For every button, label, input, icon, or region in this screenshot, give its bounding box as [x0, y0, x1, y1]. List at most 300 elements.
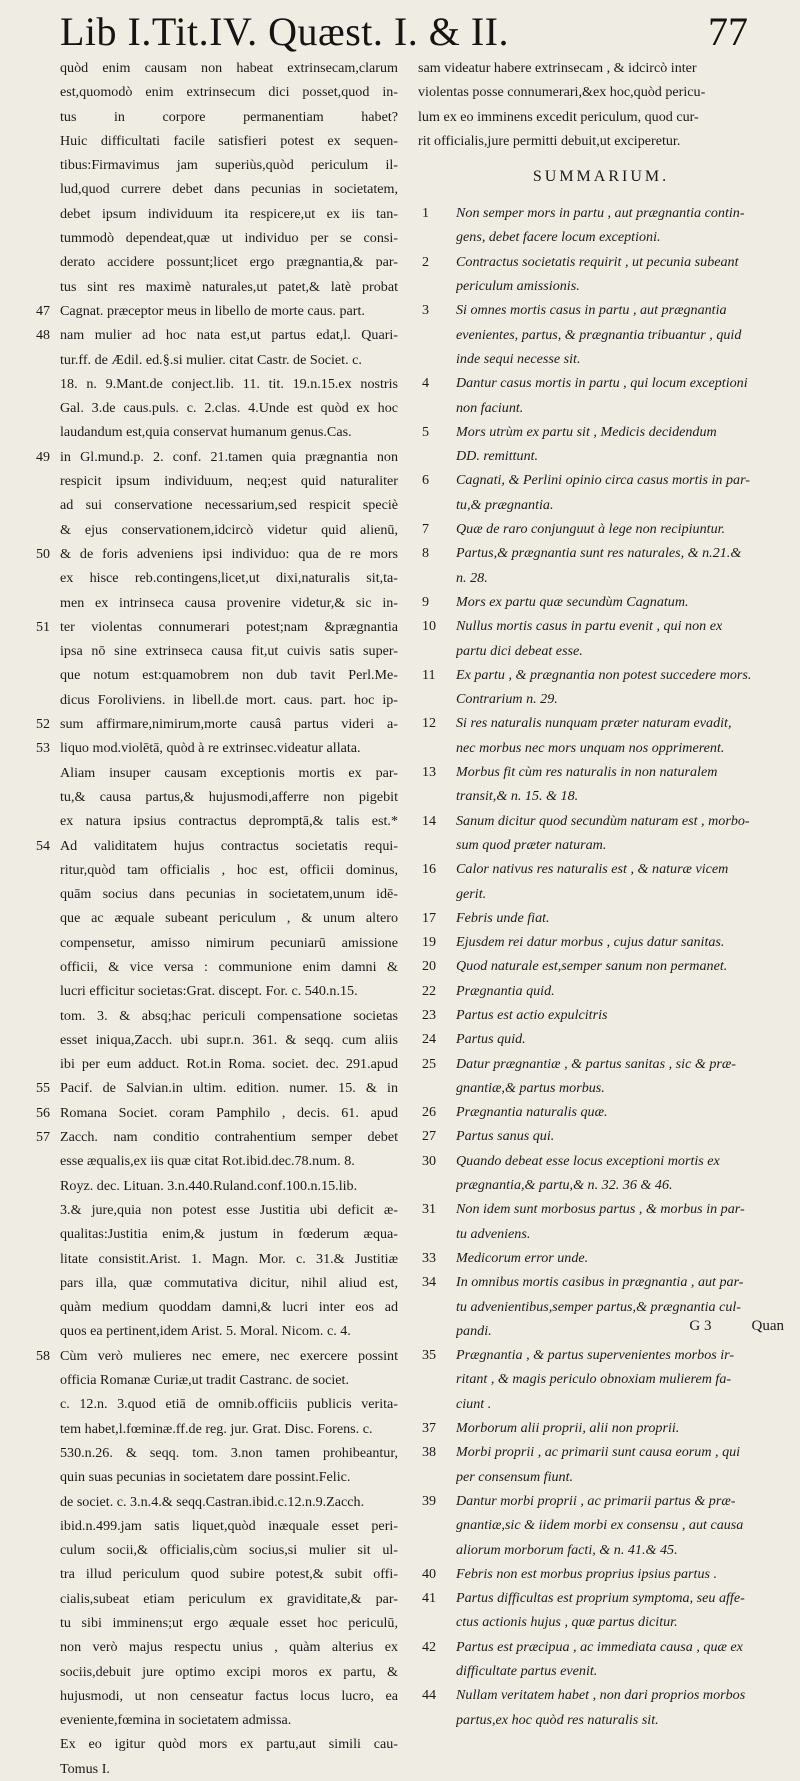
text-line — [36, 1149, 398, 1173]
margin-number: 49 — [36, 449, 50, 465]
line-text: officii, & vice versa : communione enim damni & — [60, 958, 398, 975]
summary-number: 19 — [422, 934, 437, 951]
line-text: tra illud periculum quod subire potest,& subit offi- — [60, 1566, 398, 1583]
line-text: non verò majus respectu unius , quàm alterius ex — [60, 1639, 398, 1656]
text-line — [36, 1635, 398, 1659]
line-text: culum socii,& officialis,cùm socius,si mulier sit ul- — [60, 1542, 398, 1559]
summary-text — [456, 857, 784, 906]
line-text: tem habet,l.fœminæ.ff.de reg. jur. Grat. Disc. Forens. c. — [60, 1420, 373, 1437]
summary-line: sum quod præter naturam. — [456, 836, 607, 853]
line-text: & ejus conservationem,idcircò videtur quid alienū, — [60, 521, 398, 538]
summary-text — [456, 1440, 784, 1489]
text-line — [36, 1076, 398, 1100]
line-text: laudandum est,quia conservat humanum genus.Cas. — [60, 424, 352, 441]
summary-line: Prægnantia , & partus supervenientes morbos ir- — [456, 1347, 735, 1364]
line-text: liquo mod.violētā, quòd à re extrinsec.videatur allata. — [60, 740, 361, 757]
text-line — [36, 105, 398, 129]
summary-item — [418, 541, 784, 590]
summary-item — [418, 1440, 784, 1489]
left-column — [36, 56, 398, 1781]
summary-number: 11 — [422, 666, 436, 683]
summary-line: Morbus fit cùm res naturalis in non naturalem — [456, 764, 718, 781]
line-text: 18. n. 9.Mant.de conject.lib. 11. tit. 19.n.15.ex nostris — [60, 375, 398, 392]
text-line — [36, 1732, 398, 1756]
summary-item — [418, 1416, 784, 1440]
summary-number: 42 — [422, 1638, 437, 1655]
line-text: esset iniqua,Zacch. ubi supr.n. 361. & seqq. cum aliis — [60, 1031, 398, 1048]
margin-number: 53 — [36, 741, 50, 757]
summary-line: Partus,& prægnantia sunt res naturales, & n.21.& — [456, 545, 742, 562]
margin-number: 58 — [36, 1348, 50, 1364]
line-text: hujusmodi, ut non censeatur factus locus lucro, ea — [60, 1687, 398, 1704]
text-line — [36, 542, 398, 566]
summary-number: 34 — [422, 1274, 437, 1291]
summary-item — [418, 298, 784, 371]
summary-line: tu,& prægnantia. — [456, 496, 554, 513]
line-text: respicit ipsum individuum, neq;est quid naturaliter — [60, 473, 398, 490]
summary-item — [418, 711, 784, 760]
text-line — [36, 226, 398, 250]
margin-number: 52 — [36, 717, 50, 733]
right-column — [418, 56, 784, 1732]
text-line — [36, 1562, 398, 1586]
signature-mark: G 3 — [689, 1318, 712, 1334]
text-line — [36, 1344, 398, 1368]
text-line — [36, 1028, 398, 1052]
line-text: dicus Foroliviens. in libell.de mort. caus. part. hoc ip- — [60, 691, 398, 708]
text-line — [36, 736, 398, 760]
summary-item — [418, 809, 784, 858]
summary-item — [418, 906, 784, 930]
summary-line: gnantiæ,sic & iidem morbi ex consensu , aut causa — [456, 1517, 744, 1534]
summary-number: 20 — [422, 958, 437, 975]
margin-number: 57 — [36, 1130, 50, 1146]
text-line — [36, 518, 398, 542]
summary-line: Calor nativus res naturalis est , & naturæ vicem — [456, 861, 729, 878]
summary-list — [418, 201, 784, 1732]
summary-line: periculum amissionis. — [456, 278, 580, 295]
line-text: que ac æquale subeant periculum , & unum altero — [60, 910, 398, 927]
summary-line: Nullus mortis casus in partu evenit , qui non ex — [456, 618, 723, 635]
text-line — [36, 1587, 398, 1611]
summary-line: Partus sanus qui. — [456, 1128, 555, 1145]
summary-line: Medicorum error unde. — [456, 1249, 589, 1266]
summary-number: 27 — [422, 1128, 437, 1145]
text-line — [36, 882, 398, 906]
line-text: pars illa, quæ commutativa dicitur, nihil aliud est, — [60, 1274, 398, 1291]
summary-text — [456, 590, 784, 614]
text-line — [36, 1368, 398, 1392]
text-line — [36, 250, 398, 274]
text-line — [36, 955, 398, 979]
text-line — [36, 834, 398, 858]
summary-text — [456, 1562, 784, 1586]
summary-item — [418, 1052, 784, 1101]
line-text: est,quomodò enim extrinsecum dici posset,quod in- — [60, 84, 398, 101]
text-line — [36, 761, 398, 785]
line-text: Royz. dec. Lituan. 3.n.440.Ruland.conf.100.n.15.lib. — [60, 1177, 358, 1194]
summary-item — [418, 250, 784, 299]
summary-line: Partus est actio expulcitris — [456, 1006, 608, 1023]
summary-number: 23 — [422, 1006, 437, 1023]
text-line — [36, 1441, 398, 1465]
summary-line: Ex partu , & prægnantia non potest succedere mors. — [456, 666, 752, 683]
summary-number: 5 — [422, 423, 430, 440]
line-text: ad sui conservatione necessarium,sed respicit speciè — [60, 497, 398, 514]
summary-number: 2 — [422, 253, 430, 270]
summary-line: Datur prægnantiæ , & partus sanitas , sic & præ- — [456, 1055, 736, 1072]
text-line — [36, 202, 398, 226]
page-footer — [418, 1318, 784, 1335]
text-line — [36, 396, 398, 420]
line-text: men ex intrinseca causa provenire videtur,& sic in- — [60, 594, 398, 611]
summary-number: 13 — [422, 764, 437, 781]
text-line — [36, 153, 398, 177]
summary-item — [418, 614, 784, 663]
text-line — [36, 1295, 398, 1319]
summary-line: gens, debet facere locum exceptioni. — [456, 229, 661, 246]
margin-number: 48 — [36, 328, 50, 344]
summary-item — [418, 1246, 784, 1270]
text-line — [36, 1222, 398, 1246]
summary-text — [456, 1149, 784, 1198]
text-line — [36, 906, 398, 930]
text-line — [36, 785, 398, 809]
text-line — [36, 275, 398, 299]
line-text: derato accidere possunt;licet ergo prægnantia,& par- — [60, 254, 398, 271]
summary-heading: SUMMARIUM. — [532, 168, 670, 186]
line-text: ex hisce reb.contingens,licet,ut dixi,naturalis sit,ta- — [60, 570, 398, 587]
summary-item — [418, 1489, 784, 1562]
summary-text — [456, 1343, 784, 1416]
summary-line: n. 28. — [456, 569, 488, 586]
text-line — [36, 979, 398, 1003]
summary-line: Mors utrùm ex partu sit , Medicis decidendum — [456, 423, 717, 440]
line-text: & de foris adveniens ipsi individuo: qua de re mors — [60, 545, 398, 562]
summary-line: evenientes, partus, & prægnantia tribuantur , quid — [456, 326, 742, 343]
line-text: ex natura ipsius contractus depromptā,& talis est.* — [60, 813, 398, 830]
summary-number: 31 — [422, 1201, 437, 1218]
summary-number: 12 — [422, 715, 437, 732]
summary-item — [418, 420, 784, 469]
text-line: rit officialis,jure permitti debuit,ut exciperetur. — [418, 132, 681, 149]
text-line — [36, 56, 398, 80]
summary-number: 8 — [422, 545, 430, 562]
text-line — [36, 566, 398, 590]
summary-text — [456, 517, 784, 541]
summary-number: 26 — [422, 1104, 437, 1121]
text-line — [36, 591, 398, 615]
summary-number: 22 — [422, 982, 437, 999]
text-line — [36, 445, 398, 469]
summary-line: per consensum fiunt. — [456, 1468, 574, 1485]
summary-text — [456, 1683, 784, 1732]
line-text: c. 12.n. 3.quod etiā de omnib.officiis publicis verita- — [60, 1396, 398, 1413]
summary-text — [456, 1635, 784, 1684]
line-text: cialis,subeat etiam periculum ex graviditate,& par- — [60, 1590, 398, 1607]
summary-item — [418, 1343, 784, 1416]
summary-item — [418, 1149, 784, 1198]
text-line — [36, 1198, 398, 1222]
line-text: officia Romanæ Curiæ,ut tradit Castranc. de societ. — [60, 1372, 349, 1389]
summary-line: gnantiæ,& partus morbus. — [456, 1079, 605, 1096]
text-line — [36, 1392, 398, 1416]
text-line — [36, 469, 398, 493]
line-text: Ex eo igitur quòd mors ex partu,aut simili cau- — [60, 1736, 398, 1753]
summary-text — [456, 1416, 784, 1440]
summary-text — [456, 1003, 784, 1027]
summary-line: Non idem sunt morbosus partus , & morbus in par- — [456, 1201, 745, 1218]
text-line — [36, 615, 398, 639]
summary-number: 40 — [422, 1565, 437, 1582]
summary-item — [418, 954, 784, 978]
summary-text — [456, 1124, 784, 1148]
line-text: debet ipsum individuum ita respicere,ut ex iis tan- — [60, 205, 398, 222]
summary-number: 14 — [422, 812, 437, 829]
line-text: Romana Societ. coram Pamphilo , decis. 61. apud — [60, 1104, 398, 1121]
summary-item — [418, 857, 784, 906]
summary-item — [418, 1562, 784, 1586]
summary-line: inde sequi necesse sit. — [456, 350, 581, 367]
text-line — [36, 1708, 398, 1732]
summary-line: tu adveniens. — [456, 1225, 531, 1242]
summary-line: Partus est præcipua , ac immediata causa , quæ ex — [456, 1638, 743, 1655]
line-text: tu,& causa partus,& hujusmodi,afferre non pigebit — [60, 788, 398, 805]
summary-line: nec morbus nec mors unquam nos opprimerent. — [456, 739, 725, 756]
summary-text — [456, 1027, 784, 1051]
summary-text — [456, 371, 784, 420]
summary-line: Prægnantia naturalis quæ. — [456, 1104, 608, 1121]
summary-item — [418, 979, 784, 1003]
text-line — [36, 639, 398, 663]
line-text: lucri efficitur societas:Grat. discept. For. c. 540.n.15. — [60, 983, 358, 1000]
summary-text — [456, 1246, 784, 1270]
margin-number: 55 — [36, 1081, 50, 1097]
summary-line: gerit. — [456, 885, 487, 902]
line-text: tibus:Firmavimus jam superiùs,quòd periculum il- — [60, 157, 398, 174]
line-text: Aliam insuper causam exceptionis mortis ex par- — [60, 764, 398, 781]
summary-number: 1 — [422, 205, 430, 222]
line-text: in Gl.mund.p. 2. conf. 21.tamen quia prægnantia non — [60, 448, 398, 465]
line-text: compensetur, amisso nimirum pecuniarū amissione — [60, 934, 398, 951]
line-text: qualitas:Justitia enim,& justum in fœderum æqua- — [60, 1226, 398, 1243]
line-text: ibi per eum adduct. Rot.in Roma. societ. dec. 291.apud — [60, 1056, 398, 1073]
text-line — [36, 1757, 398, 1781]
line-text: ter violentas connumerari potest;nam &prægnantia — [60, 618, 398, 635]
summary-line: Si res naturalis nunquam præter naturam evadit, — [456, 715, 732, 732]
summary-item — [418, 1683, 784, 1732]
summary-text — [456, 809, 784, 858]
text-line — [36, 1490, 398, 1514]
text-line — [36, 80, 398, 104]
summary-line: difficultate partus evenit. — [456, 1663, 598, 1679]
summary-line: non faciunt. — [456, 399, 524, 416]
summary-number: 16 — [422, 861, 437, 878]
summary-line: Quando debeat esse locus exceptioni mortis ex — [456, 1152, 720, 1169]
summary-text — [456, 760, 784, 809]
summary-text — [456, 1100, 784, 1124]
line-text: tur.ff. de Ædil. ed.§.si mulier. citat Castr. de Societ. c. — [60, 351, 362, 368]
summary-line: Si omnes mortis casus in partu , aut prægnantia — [456, 302, 727, 319]
text-line — [36, 348, 398, 372]
summary-item — [418, 1124, 784, 1148]
line-text: tummodò dependeat,quæ ut individuo per se consi- — [60, 230, 398, 247]
summary-line: Dantur casus mortis in partu , qui locum exceptioni — [456, 375, 748, 392]
summary-item — [418, 517, 784, 541]
summary-item — [418, 1635, 784, 1684]
summary-number: 24 — [422, 1031, 437, 1048]
summary-number: 39 — [422, 1492, 437, 1509]
text-line — [36, 1319, 398, 1343]
summary-number: 10 — [422, 618, 437, 635]
summary-item — [418, 930, 784, 954]
text-line — [36, 1174, 398, 1198]
line-text: Huic difficultati facile satisfieri potest ex sequen- — [60, 132, 398, 149]
text-line — [36, 1247, 398, 1271]
line-text: quàm medium quoddam damni,& lucri inter eos ad — [60, 1299, 398, 1316]
summary-text — [456, 541, 784, 590]
summary-line: Morbi proprii , ac primarii sunt causa eorum , qui — [456, 1444, 741, 1461]
text-line — [36, 372, 398, 396]
line-text: litate consistit.Arist. 1. Magn. Mor. c. 31.& Justitiæ — [60, 1250, 398, 1267]
text-line — [36, 299, 398, 323]
summary-line: Partus difficultas est proprium symptoma, seu affe- — [456, 1590, 745, 1607]
text-line — [36, 931, 398, 955]
line-text: 530.n.26. & seqq. tom. 3.non tamen prohibeantur, — [60, 1444, 398, 1461]
summary-text — [456, 1489, 784, 1562]
summary-line: prægnantia,& partu,& n. 32. 36 & 46. — [456, 1177, 673, 1194]
summary-line: Nullam veritatem habet , non dari proprios morbos — [456, 1687, 746, 1704]
summary-line: DD. remittunt. — [456, 448, 539, 465]
line-text: Tomus I. — [60, 1760, 110, 1777]
summary-text — [456, 614, 784, 663]
summary-line: ciunt . — [456, 1395, 492, 1412]
text-line — [36, 1660, 398, 1684]
text-line — [36, 809, 398, 833]
text-line — [36, 1514, 398, 1538]
summary-item — [418, 201, 784, 250]
summary-line: partu dici debeat esse. — [456, 642, 583, 659]
summary-number: 44 — [422, 1687, 437, 1704]
line-text: 3.& jure,quia non potest esse Justitia ubi deficit æ- — [60, 1201, 398, 1218]
summary-text — [456, 1197, 784, 1246]
line-text: Cagnat. præceptor meus in libello de morte caus. part. — [60, 302, 365, 319]
line-text: Zacch. nam conditio contrahentium semper debet — [60, 1129, 398, 1146]
line-text: Pacif. de Salvian.in ultim. edition. numer. 15. & in — [60, 1080, 398, 1097]
text-line — [36, 493, 398, 517]
line-text: quos ea pertinent,idem Arist. 5. Moral. Nicom. c. 4. — [60, 1323, 351, 1340]
text-line — [36, 323, 398, 347]
line-text: Cùm verò mulieres nec emere, nec exercere possint — [60, 1347, 398, 1364]
summary-item — [418, 663, 784, 712]
summary-line: Contractus societatis requirit , ut pecunia subeant — [456, 253, 739, 270]
line-text: de societ. c. 3.n.4.& seqq.Castran.ibid.c.12.n.9.Zacch. — [60, 1493, 365, 1510]
text-line — [36, 177, 398, 201]
summary-line: Quæ de raro conjunguut à lege non recipiuntur. — [456, 521, 726, 538]
summary-item — [418, 468, 784, 517]
summary-line: Ejusdem rei datur morbus , cujus datur sanitas. — [456, 934, 725, 951]
text-line — [36, 1611, 398, 1635]
text-line — [36, 688, 398, 712]
summary-number: 30 — [422, 1152, 437, 1169]
summary-item — [418, 1100, 784, 1124]
summary-item — [418, 590, 784, 614]
text-line — [36, 1125, 398, 1149]
summary-line: Partus quid. — [456, 1031, 526, 1048]
line-text: sum affirmare,nimirum,morte causâ partus videri a- — [60, 716, 398, 733]
margin-number: 56 — [36, 1105, 50, 1121]
margin-number: 47 — [36, 303, 50, 319]
summary-number: 3 — [422, 302, 430, 319]
summary-number: 4 — [422, 375, 430, 392]
line-text: quām socius dans pecunias in societatem,unum idē- — [60, 886, 398, 903]
summary-text — [456, 906, 784, 930]
summary-line: Quod naturale est,semper sanum non permanet. — [456, 958, 728, 975]
line-text: sociis,debuit jure optimo excipi moros ex partu, & — [60, 1663, 398, 1680]
text-line — [36, 129, 398, 153]
summary-line: transit,& n. 15. & 18. — [456, 788, 579, 805]
line-text: ritur,quòd tam officialis , hoc est, officii dominus, — [60, 861, 398, 878]
summary-text — [456, 298, 784, 371]
line-text: tom. 3. & absq;hac periculi compensatione societas — [60, 1007, 398, 1024]
summary-text — [456, 201, 784, 250]
summary-item — [418, 1027, 784, 1051]
summary-line: Prægnantia quid. — [456, 982, 555, 999]
line-text: que notum est:quamobrem non dub tavit Perl.Me- — [60, 667, 398, 684]
text-line — [36, 663, 398, 687]
text-line — [36, 1101, 398, 1125]
line-text: eveniente,fœmina in societatem admissa. — [60, 1712, 292, 1729]
right-intro-paragraph — [418, 56, 784, 153]
summary-number: 33 — [422, 1249, 437, 1266]
text-line — [36, 420, 398, 444]
summary-line: Febris unde fiat. — [456, 909, 550, 926]
margin-number: 54 — [36, 838, 50, 854]
summary-line: tu advenientibus,semper partus,& prægnantia cul- — [456, 1298, 741, 1315]
summary-text — [456, 979, 784, 1003]
margin-number: 50 — [36, 546, 50, 562]
text-line — [36, 1538, 398, 1562]
summary-text — [456, 930, 784, 954]
summary-text — [456, 663, 784, 712]
summary-line: Mors ex partu quæ secundùm Cagnatum. — [456, 593, 689, 610]
running-title: Lib I.Tit.IV. Quæst. I. & II. — [60, 9, 509, 54]
summary-text — [456, 1052, 784, 1101]
summary-line: ritant , & magis periculo obnoxiam mulierem fa- — [456, 1371, 732, 1388]
text-line — [36, 1417, 398, 1441]
text-line — [36, 1465, 398, 1489]
summary-text — [456, 1586, 784, 1635]
summary-line: Febris non est morbus proprius ipsius partus . — [456, 1565, 718, 1582]
text-line — [36, 712, 398, 736]
summary-line: Dantur morbi proprii , ac primarii partus & præ- — [456, 1492, 736, 1509]
margin-number: 51 — [36, 619, 50, 635]
line-text: Ad validitatem hujus contractus societatis requi- — [60, 837, 398, 854]
summary-line: In omnibus mortis casibus in prægnantia , aut par- — [456, 1274, 744, 1291]
summary-item — [418, 371, 784, 420]
summary-line: ctus actionis hujus , quæ partus dicitur. — [456, 1614, 678, 1631]
summary-number: 6 — [422, 472, 430, 489]
summary-text — [456, 420, 784, 469]
line-text: lud,quod currere debet dans pecunias in societatem, — [60, 181, 398, 198]
text-line: lum ex eo imminens excedit periculum, quod cur- — [418, 108, 699, 125]
text-line: violentas posse connumerari,&ex hoc,quòd pericu- — [418, 84, 706, 101]
text-line — [36, 858, 398, 882]
line-text: quin suas pecunias in societatem dare possint.Felic. — [60, 1469, 351, 1486]
summary-line: Non semper mors in partu , aut prægnantia contin- — [456, 205, 745, 222]
summary-number: 38 — [422, 1444, 437, 1461]
page-number: 77 — [708, 9, 748, 54]
